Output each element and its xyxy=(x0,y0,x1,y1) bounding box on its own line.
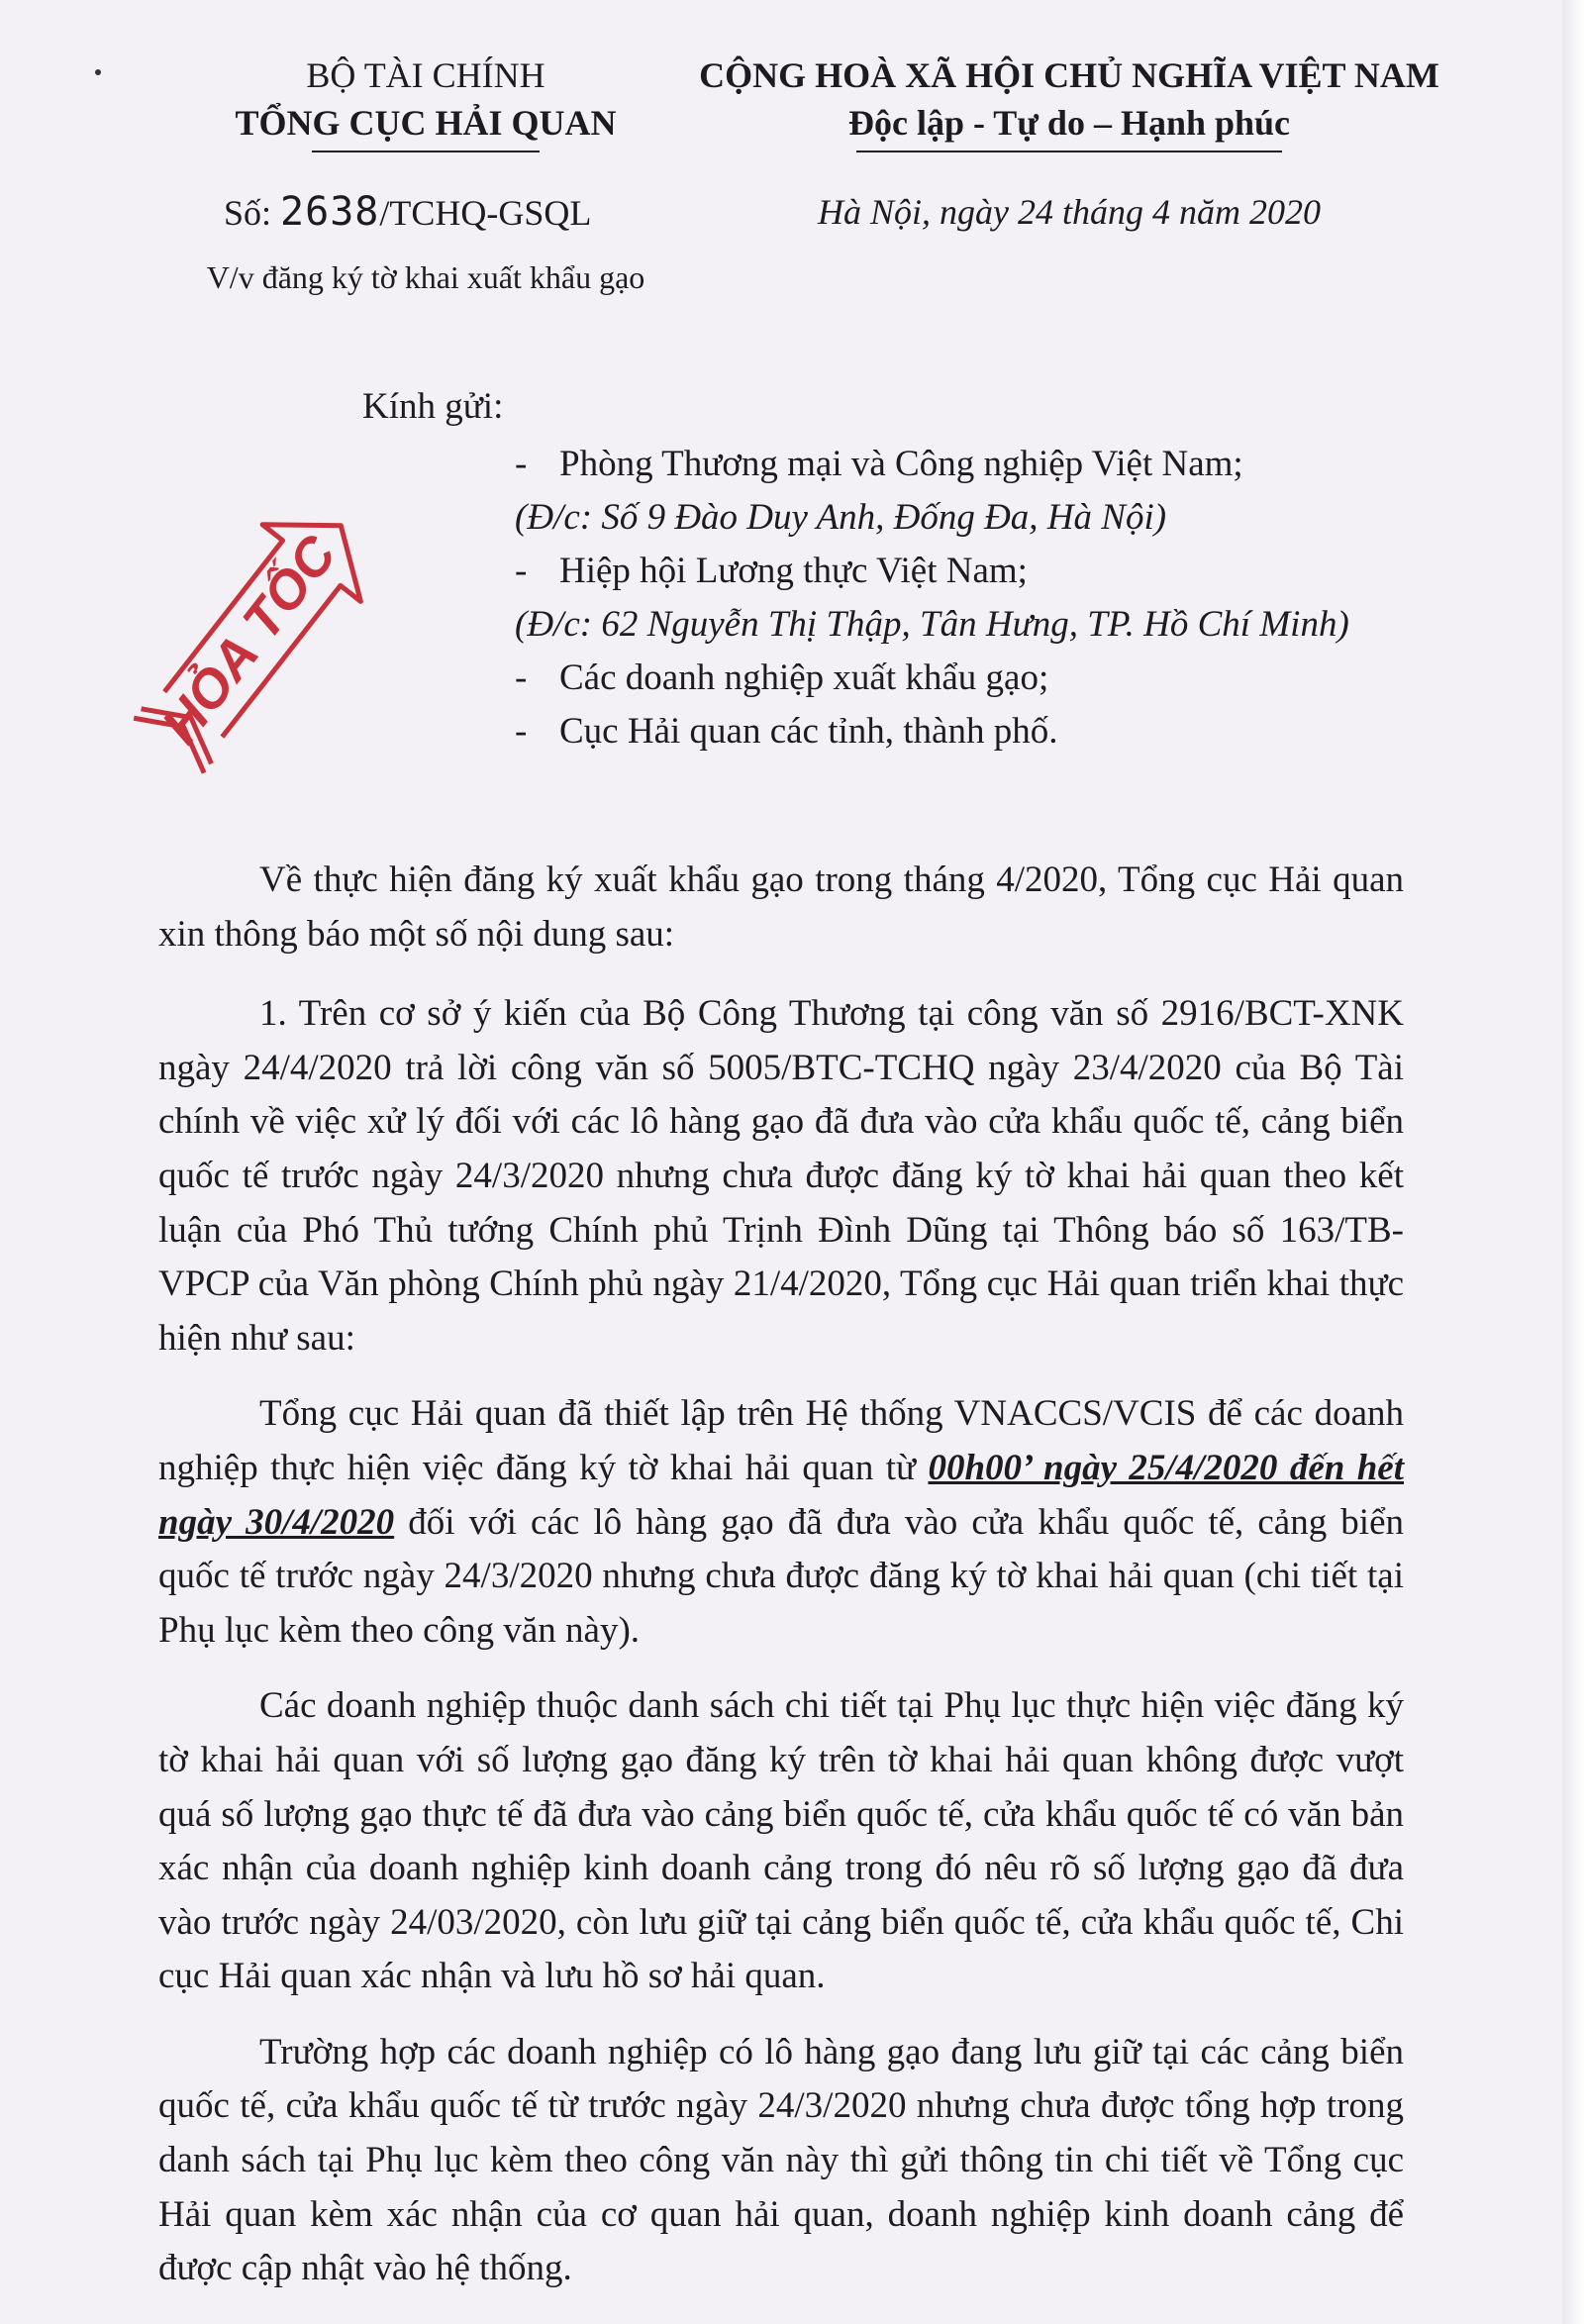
urgent-stamp xyxy=(92,466,414,812)
recipient-address xyxy=(515,493,1406,547)
recipient-text: Hiệp hội Lương thực Việt Nam; xyxy=(559,551,1028,591)
doc-number-value: 2638 xyxy=(280,189,380,235)
letter-body xyxy=(158,854,1404,2318)
national-motto: Độc lập - Tự do – Hạnh phúc xyxy=(847,103,1291,143)
body-paragraph-registration xyxy=(158,1387,1404,1658)
recipient-item xyxy=(515,547,1406,600)
scan-speck xyxy=(95,69,101,75)
recipient-dash: - xyxy=(515,444,528,484)
page-edge xyxy=(1562,0,1584,2324)
motto-underline xyxy=(856,151,1282,152)
document-number xyxy=(224,188,591,237)
recipient-address xyxy=(515,600,1406,654)
recipient-text: Các doanh nghiệp xuất khẩu gạo; xyxy=(559,657,1049,698)
body-paragraph-enterprises: Các doanh nghiệp thuộc danh sách chi tiết tại Phụ lục thực hiện việc đăng ký tờ khai hải quan với số lượng gạo đăng ký trên tờ khai hải quan không được vượt quá số lượng gạo thực tế đã đưa vào cảng biển quốc tế, cửa khẩu quốc tế có văn bản xác nhận của doanh nghiệp kinh doanh cảng trong đó nêu rõ số lượng gạo đã đưa vào trước ngày 24/03/2020, còn lưu giữ tại cảng biển quốc tế, cửa khẩu quốc tế, Chi cục Hải quan xác nhận và lưu hồ sơ hải quan. xyxy=(158,1685,1404,1997)
place-date: Hà Nội, ngày 24 tháng 4 năm 2020 xyxy=(818,192,1321,232)
issuer-block xyxy=(158,51,693,152)
recipient-dash: - xyxy=(515,711,528,752)
recipient-address-text: (Đ/c: Số 9 Đào Duy Anh, Đống Đa, Hà Nội) xyxy=(515,497,1167,538)
recipient-list xyxy=(515,440,1406,760)
issuer-underline xyxy=(312,151,540,152)
national-heading xyxy=(693,51,1445,152)
registration-text-before: Tổng cục Hải quan đã thiết lập trên Hệ thống VNACCS/VCIS để các doanh nghiệp thực hiện việc đăng ký tờ khai hải quan từ xyxy=(158,1393,1404,1488)
recipient-text: Cục Hải quan các tỉnh, thành phố. xyxy=(559,711,1058,752)
recipient-text: Phòng Thương mại và Công nghiệp Việt Nam; xyxy=(559,444,1243,484)
department-name: TỔNG CỤC HẢI QUAN xyxy=(235,103,617,143)
document-subject: V/v đăng ký tờ khai xuất khẩu gạo xyxy=(206,259,645,295)
recipient-item xyxy=(515,654,1406,707)
recipient-dash: - xyxy=(515,657,528,698)
registration-text-after: đối với các lô hàng gạo đã đưa vào cửa khẩu quốc tế, cảng biển quốc tế trước ngày 24/3/2020 nhưng chưa được đăng ký tờ khai hải quan (chi tiết tại Phụ lục kèm theo công văn này). xyxy=(158,1501,1404,1651)
ministry-name: BỘ TÀI CHÍNH xyxy=(306,55,545,95)
doc-number-suffix: /TCHQ-GSQL xyxy=(379,193,592,233)
country-name: CỘNG HOÀ XÃ HỘI CHỦ NGHĨA VIỆT NAM xyxy=(699,55,1439,95)
stamp-label: HỎA TỐC xyxy=(149,525,348,755)
recipient-dash: - xyxy=(515,551,528,591)
body-paragraph-other-cases: Trường hợp các doanh nghiệp có lô hàng gạo đang lưu giữ tại các cảng biển quốc tế, cửa khẩu quốc tế từ trước ngày 24/3/2020 nhưng chưa được tổng hợp trong danh sách tại Phụ lục kèm theo công văn này thì gửi thông tin chi tiết về Tổng cục Hải quan kèm xác nhận của cơ quan hải quan, doanh nghiệp kinh doanh cảng để được cập nhật vào hệ thống. xyxy=(158,2031,1404,2289)
body-paragraph-intro: Về thực hiện đăng ký xuất khẩu gạo trong tháng 4/2020, Tổng cục Hải quan xin thông báo một số nội dung sau: xyxy=(158,859,1404,955)
doc-number-prefix: Số: xyxy=(224,193,272,233)
body-paragraph-1: 1. Trên cơ sở ý kiến của Bộ Công Thương tại công văn số 2916/BCT-XNK ngày 24/4/2020 trả lời công văn số 5005/BTC-TCHQ ngày 23/4/2020 của Bộ Tài chính về việc xử lý đối với các lô hàng gạo đã đưa vào cửa khẩu quốc tế, cảng biển quốc tế trước ngày 24/3/2020 nhưng chưa được đăng ký tờ khai hải quan theo kết luận của Phó Thủ tướng Chính phủ Trịnh Đình Dũng tại Thông báo số 163/TB-VPCP của Văn phòng Chính phủ ngày 21/4/2020, Tổng cục Hải quan triển khai thực hiện như sau: xyxy=(158,993,1404,1359)
recipient-item xyxy=(515,440,1406,493)
greeting: Kính gửi: xyxy=(362,386,504,427)
recipient-item xyxy=(515,707,1406,760)
registration-period: 00h00’ ngày 25/4/2020 đến hết ngày 30/4/2020 xyxy=(158,1447,1404,1543)
recipient-address-text: (Đ/c: 62 Nguyễn Thị Thập, Tân Hưng, TP. Hồ Chí Minh) xyxy=(515,604,1349,645)
